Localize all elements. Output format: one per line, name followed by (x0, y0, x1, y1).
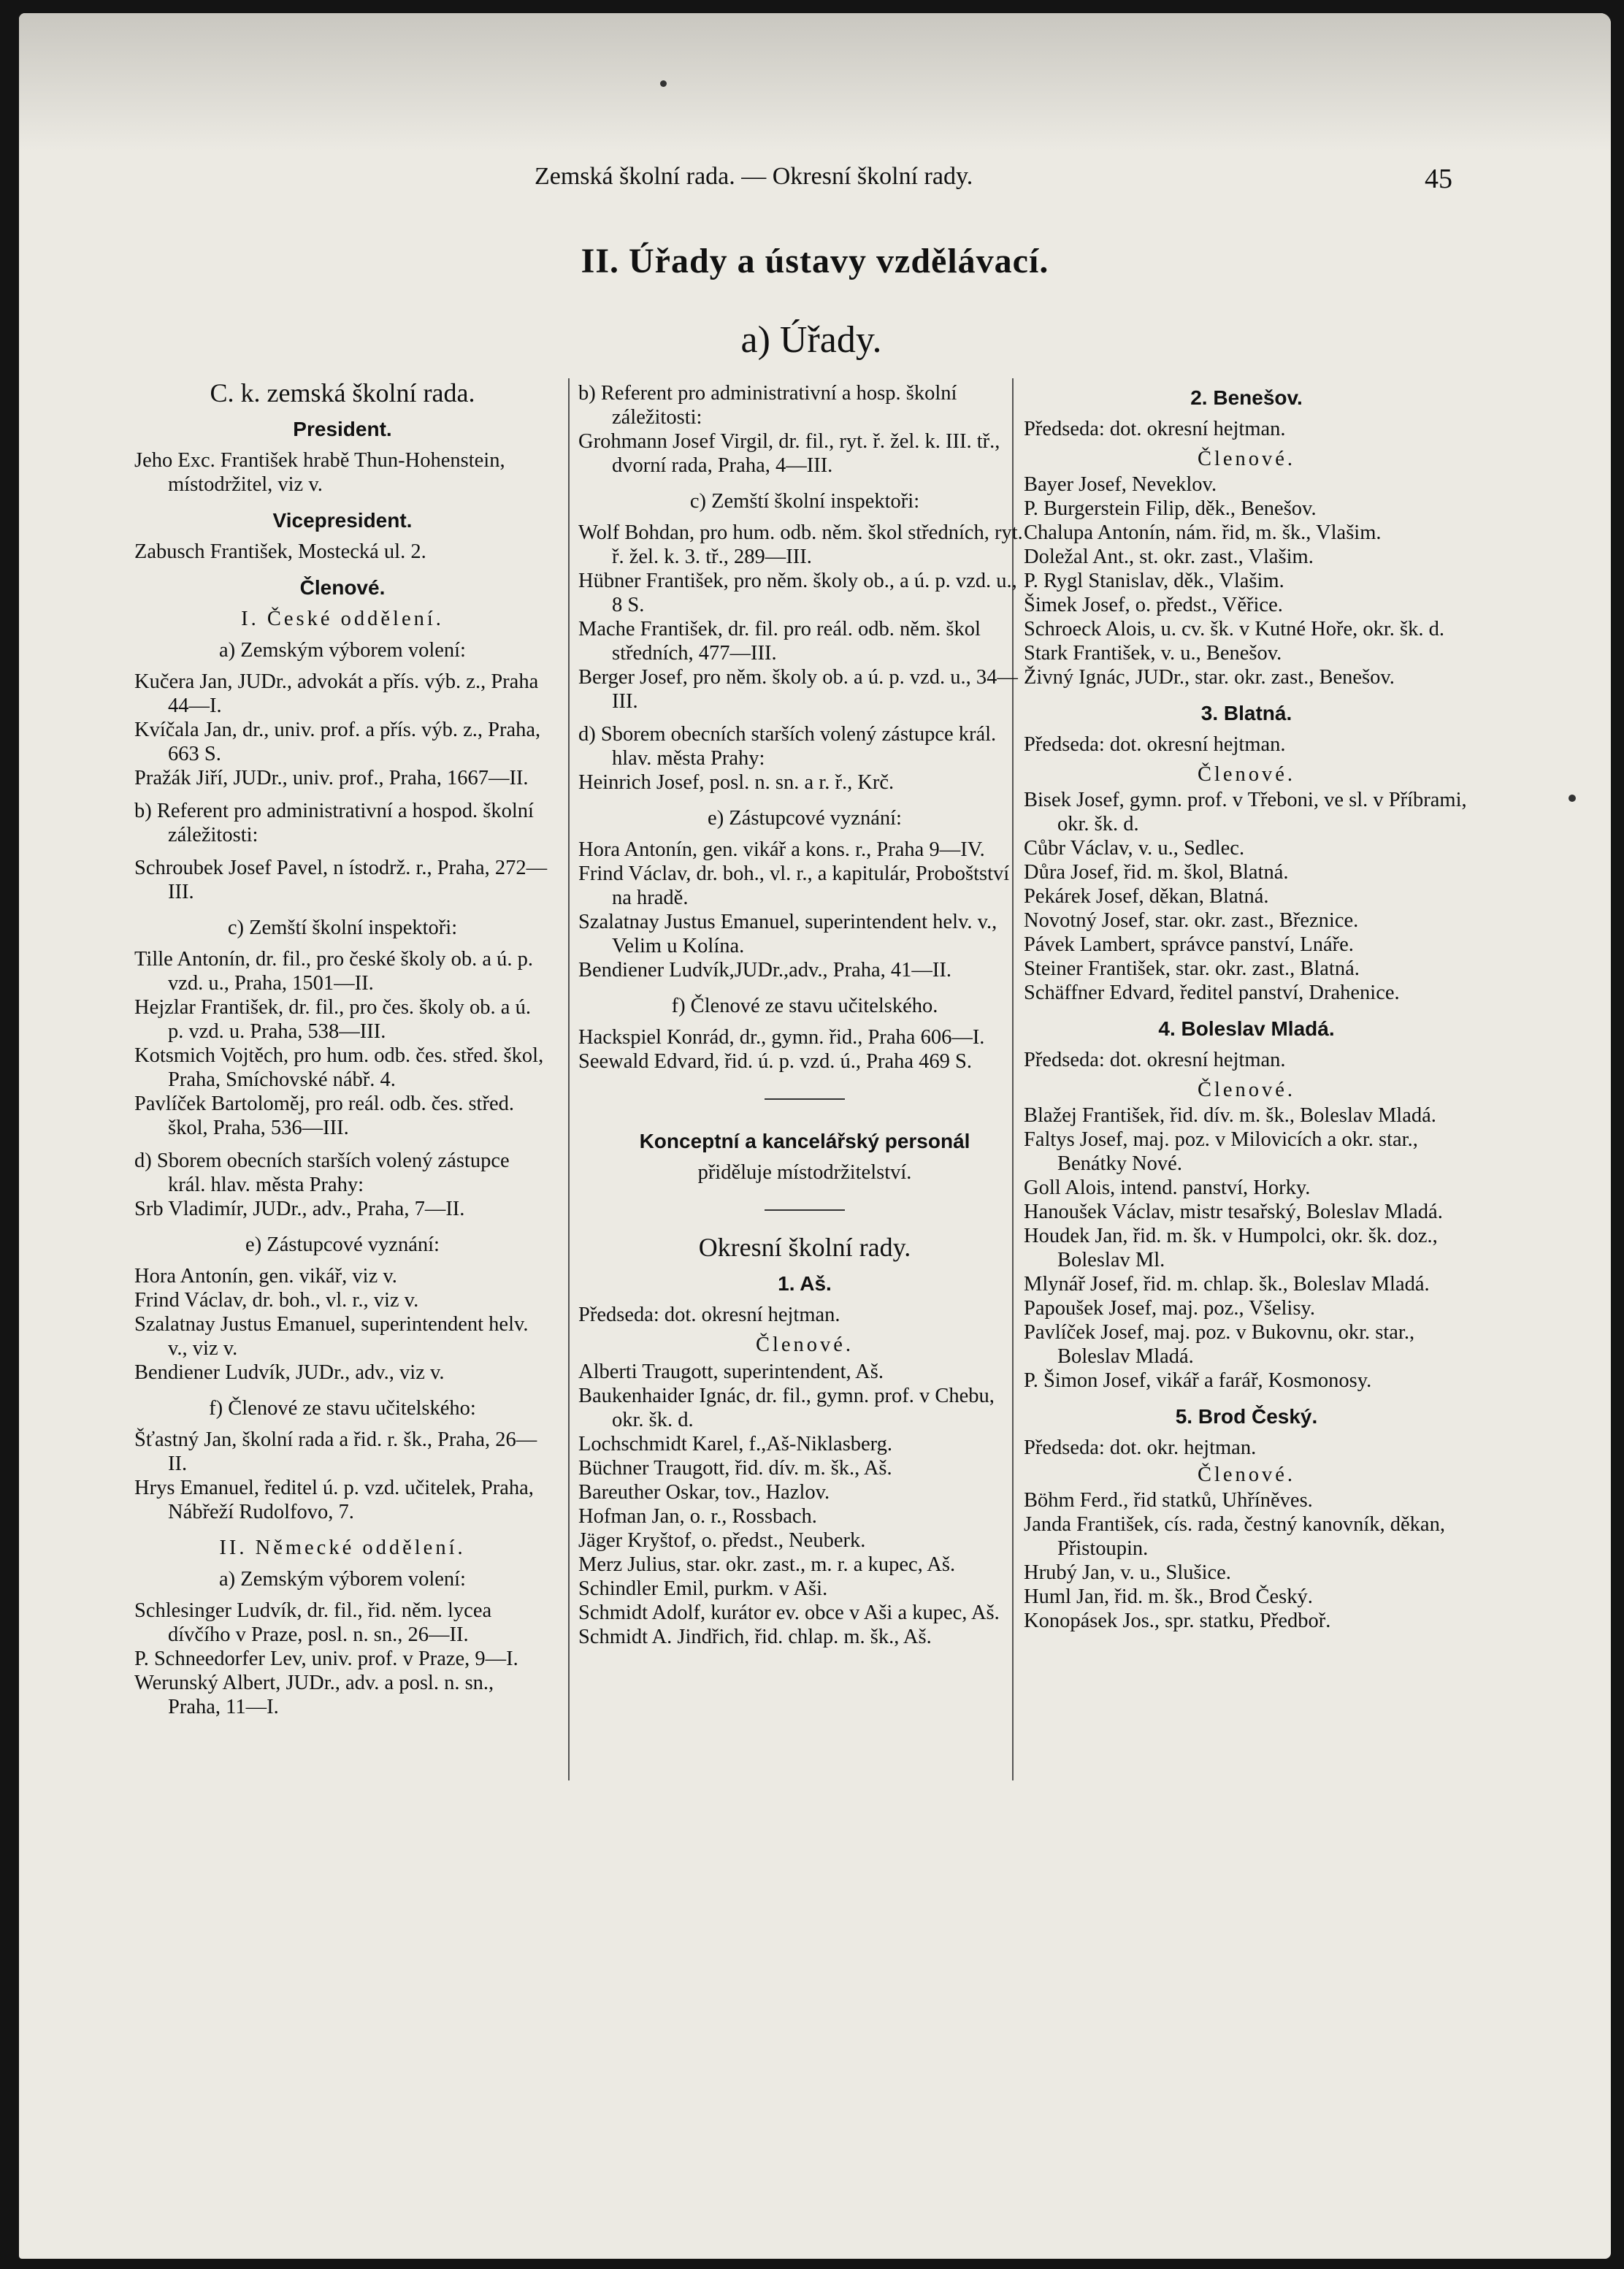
entry: Hora Antonín, gen. vikář, viz v. (134, 1265, 397, 1287)
member-entry: Hofman Jan, o. r., Rossbach. (578, 1505, 817, 1528)
section-title: II. Úřady a ústavy vzdělávací. (581, 242, 1049, 280)
group-heading: d) Sborem obecních starších volený zástupce král. hlav. města Prahy: (578, 723, 997, 770)
member-entry: Hanoušek Václav, mistr tesařský, Boleslav Mladá. (1024, 1201, 1443, 1223)
chair-entry: Předseda: dot. okresní hejtman. (1024, 733, 1286, 756)
member-entry: Merz Julius, star. okr. zast., m. r. a kupec, Aš. (578, 1553, 956, 1576)
member-entry: Alberti Traugott, superintendent, Aš. (578, 1361, 884, 1383)
district-councils-title: Okresní školní rady. (698, 1233, 911, 1262)
entry: Kvíčala Jan, dr., univ. prof. a přís. výb. z., Praha, 663 S. (134, 719, 541, 765)
column-2 (578, 378, 1031, 1649)
members-label: Členové. (1197, 1079, 1296, 1101)
entry: Frind Václav, dr. boh., vl. r., viz v. (134, 1289, 419, 1312)
member-entry: Papoušek Josef, maj. poz., Všelisy. (1024, 1297, 1315, 1320)
member-entry: Schäffner Edvard, ředitel panství, Drahenice. (1024, 982, 1400, 1004)
members-label: Členové. (1197, 763, 1296, 786)
chair-entry: Předseda: dot. okr. hejtman. (1024, 1436, 1257, 1459)
page-shading (19, 13, 1611, 152)
member-entry: Büchner Traugott, řid. dív. m. šk., Aš. (578, 1457, 892, 1480)
entry: Hrys Emanuel, ředitel ú. p. vzd. učitelek, Praha, Nábřeží Rudolfovo, 7. (134, 1477, 534, 1523)
entry: P. Schneedorfer Lev, univ. prof. v Praze, 9—I. (134, 1648, 518, 1670)
personnel-heading: Konceptní a kancelářský personál (639, 1130, 970, 1152)
entry: Srb Vladimír, JUDr., adv., Praha, 7—II. (134, 1198, 465, 1220)
entry: Kotsmich Vojtěch, pro hum. odb. čes. střed. škol, Praha, Smíchovské nábř. 4. (134, 1044, 544, 1091)
entry: Kučera Jan, JUDr., advokát a přís. výb. z., Praha 44—I. (134, 670, 539, 717)
group-heading: c) Zemští školní inspektoři: (689, 490, 920, 513)
district-heading-benesov: 2. Benešov. (1190, 386, 1303, 409)
member-entry: Důra Josef, řid. m. škol, Blatná. (1024, 861, 1289, 884)
member-entry: Blažej František, řid. dív. m. šk., Boleslav Mladá. (1024, 1104, 1436, 1127)
entry: Bendiener Ludvík,JUDr.,adv., Praha, 41—II. (578, 959, 952, 982)
entry: Mache František, dr. fil. pro reál. odb. něm. škol středních, 477—III. (578, 618, 981, 665)
members-label: Členové. (755, 1334, 854, 1356)
entry: Tille Antonín, dr. fil., pro české školy ob. a ú. p. vzd. u., Praha, 1501—II. (134, 948, 533, 995)
entry: Jeho Exc. František hrabě Thun-Hohenstein, místodržitel, viz v. (134, 449, 505, 496)
chair-entry: Předseda: dot. okresní hejtman. (578, 1304, 840, 1326)
member-entry: P. Burgerstein Filip, děk., Benešov. (1024, 497, 1317, 520)
subsection-title: a) Úřady. (740, 319, 882, 361)
district-heading-boleslav: 4. Boleslav Mladá. (1158, 1017, 1335, 1040)
group-heading: f) Členové ze stavu učitelského: (209, 1397, 476, 1420)
separator-rule (765, 1209, 845, 1211)
entry: Hejzlar František, dr. fil., pro čes. školy ob. a ú. p. vzd. u. Praha, 538—III. (134, 996, 531, 1043)
entry: Pavlíček Bartoloměj, pro reál. odb. čes. střed. škol, Praha, 536—III. (134, 1093, 514, 1139)
district-heading-brod: 5. Brod Český. (1175, 1405, 1318, 1428)
entry: Schroubek Josef Pavel, n ístodrž. r., Praha, 272—III. (134, 857, 548, 903)
member-entry: Pekárek Josef, děkan, Blatná. (1024, 885, 1269, 908)
department-heading: II. Německé oddělení. (219, 1537, 466, 1559)
member-entry: Huml Jan, řid. m. šk., Brod Český. (1024, 1585, 1313, 1608)
personnel-text: přiděluje místodržitelství. (697, 1161, 912, 1184)
member-entry: Konopásek Jos., spr. statku, Předboř. (1024, 1610, 1331, 1632)
column-1 (134, 378, 551, 1719)
entry: Hora Antonín, gen. vikář a kons. r., Praha 9—IV. (578, 838, 985, 861)
column-divider (568, 378, 570, 1780)
member-entry: Schindler Emil, purkm. v Aši. (578, 1577, 828, 1600)
department-heading: I. České oddělení. (241, 608, 444, 630)
entry: Pražák Jiří, JUDr., univ. prof., Praha, 1667—II. (134, 767, 529, 789)
member-entry: Hrubý Jan, v. u., Slušice. (1024, 1561, 1231, 1584)
entry: Zabusch František, Mostecká ul. 2. (134, 540, 426, 563)
group-heading: a) Zemským výborem volení: (219, 1568, 466, 1591)
member-entry: Böhm Ferd., řid statků, Uhříněves. (1024, 1489, 1313, 1512)
member-entry: Cůbr Václav, v. u., Sedlec. (1024, 837, 1245, 860)
member-entry: Janda František, cís. rada, čestný kanovník, děkan, Přistoupin. (1024, 1513, 1445, 1560)
chair-entry: Předseda: dot. okresní hejtman. (1024, 1049, 1286, 1071)
group-heading: b) Referent pro administrativní a hosp. školní záležitosti: (578, 382, 957, 429)
member-entry: Lochschmidt Karel, f.,Aš-Niklasberg. (578, 1433, 893, 1455)
member-entry: Šimek Josef, o. předst., Věřice. (1024, 594, 1283, 616)
group-heading: a) Zemským výborem volení: (219, 639, 466, 662)
member-entry: Pavlíček Josef, maj. poz. v Bukovnu, okr. star., Boleslav Mladá. (1024, 1321, 1415, 1368)
entry: Heinrich Josef, posl. n. sn. a r. ř., Krč. (578, 771, 895, 794)
group-heading: f) Členové ze stavu učitelského. (671, 995, 938, 1017)
entry: Šťastný Jan, školní rada a řid. r. šk., Praha, 26—II. (134, 1428, 537, 1475)
group-heading: e) Zástupcové vyznání: (708, 807, 902, 830)
member-entry: Schmidt Adolf, kurátor ev. obce v Aši a kupec, Aš. (578, 1602, 1000, 1624)
entry: Wolf Bohdan, pro hum. odb. něm. škol středních, ryt. ř. žel. k. 3. tř., 289—III. (578, 521, 1023, 568)
entry: Grohmann Josef Virgil, dr. fil., ryt. ř. žel. k. III. tř., dvorní rada, Praha, 4—III. (578, 430, 1000, 477)
column-3 (1024, 378, 1469, 1633)
member-entry: Doležal Ant., st. okr. zast., Vlašim. (1024, 546, 1314, 568)
member-entry: Pávek Lambert, správce panství, Lnáře. (1024, 933, 1354, 956)
entry: Szalatnay Justus Emanuel, superintendent helv. v., Velim u Kolína. (578, 911, 997, 957)
member-entry: Živný Ignác, JUDr., star. okr. zast., Benešov. (1024, 666, 1395, 689)
member-entry: Schroeck Alois, u. cv. šk. v Kutné Hoře, okr. šk. d. (1024, 618, 1444, 640)
members-label: Členové. (1197, 448, 1296, 470)
running-header: Zemská školní rada. — Okresní školní rady. (535, 163, 973, 190)
group-heading: c) Zemští školní inspektoři: (227, 917, 458, 939)
district-heading-as: 1. Aš. (778, 1272, 832, 1295)
member-entry: Bisek Josef, gymn. prof. v Třeboni, ve sl. v Příbrami, okr. šk. d. (1024, 789, 1467, 835)
member-entry: Schmidt A. Jindřich, řid. chlap. m. šk., Aš. (578, 1626, 932, 1648)
member-entry: Mlynář Josef, řid. m. chlap. šk., Boleslav Mladá. (1024, 1273, 1430, 1296)
member-entry: Houdek Jan, řid. m. šk. v Humpolci, okr. šk. doz., Boleslav Ml. (1024, 1225, 1438, 1271)
member-entry: P. Rygl Stanislav, děk., Vlašim. (1024, 570, 1284, 592)
group-heading: b) Referent pro administrativní a hospod. školní záležitosti: (134, 800, 534, 846)
entry: Berger Josef, pro něm. školy ob. a ú. p. vzd. u., 34—III. (578, 666, 1018, 713)
member-entry: Novotný Josef, star. okr. zast., Březnice. (1024, 909, 1359, 932)
group-heading: d) Sborem obecních starších volený zástupce král. hlav. města Prahy: (134, 1149, 510, 1196)
entry: Bendiener Ludvík, JUDr., adv., viz v. (134, 1361, 445, 1384)
page-number: 45 (1425, 164, 1452, 194)
ink-speck (660, 80, 667, 87)
member-entry: Chalupa Antonín, nám. řid, m. šk., Vlašim. (1024, 521, 1382, 544)
district-heading-blatna: 3. Blatná. (1200, 702, 1292, 724)
ink-speck (1569, 795, 1576, 802)
entry: Hübner František, pro něm. školy ob., a ú. p. vzd. u., 8 S. (578, 570, 1017, 616)
entry: Szalatnay Justus Emanuel, superintendent helv. v., viz v. (134, 1313, 529, 1360)
council-title: C. k. zemská školní rada. (210, 378, 475, 407)
member-entry: Jäger Kryštof, o. předst., Neuberk. (578, 1529, 866, 1552)
member-entry: Baukenhaider Ignác, dr. fil., gymn. prof. v Chebu, okr. šk. d. (578, 1385, 995, 1431)
member-entry: Steiner František, star. okr. zast., Blatná. (1024, 957, 1360, 980)
entry: Frind Václav, dr. boh., vl. r., a kapitulár, Proboštství na hradě. (578, 862, 1010, 909)
member-entry: Bayer Josef, Neveklov. (1024, 473, 1217, 496)
chair-entry: Předseda: dot. okresní hejtman. (1024, 418, 1286, 440)
member-entry: P. Šimon Josef, vikář a farář, Kosmonosy. (1024, 1369, 1372, 1392)
entry: Werunský Albert, JUDr., adv. a posl. n. sn., Praha, 11—I. (134, 1672, 494, 1718)
members-heading: Členové. (299, 576, 386, 599)
entry: Hackspiel Konrád, dr., gymn. řid., Praha 606—I. (578, 1026, 985, 1049)
member-entry: Goll Alois, intend. panství, Horky. (1024, 1176, 1311, 1199)
president-heading: President. (293, 418, 392, 440)
group-heading: e) Zástupcové vyznání: (245, 1233, 440, 1256)
members-label: Členové. (1197, 1463, 1296, 1486)
member-entry: Bareuther Oskar, tov., Hazlov. (578, 1481, 830, 1504)
entry: Schlesinger Ludvík, dr. fil., řid. něm. lycea dívčího v Praze, posl. n. sn., 26—II. (134, 1599, 492, 1646)
vicepresident-heading: Vicepresident. (272, 509, 413, 532)
separator-rule (765, 1098, 845, 1100)
member-entry: Faltys Josef, maj. poz. v Milovicích a okr. star., Benátky Nové. (1024, 1128, 1418, 1175)
entry: Seewald Edvard, řid. ú. p. vzd. ú., Praha 469 S. (578, 1050, 973, 1073)
document-page (19, 13, 1611, 2259)
member-entry: Stark František, v. u., Benešov. (1024, 642, 1282, 665)
